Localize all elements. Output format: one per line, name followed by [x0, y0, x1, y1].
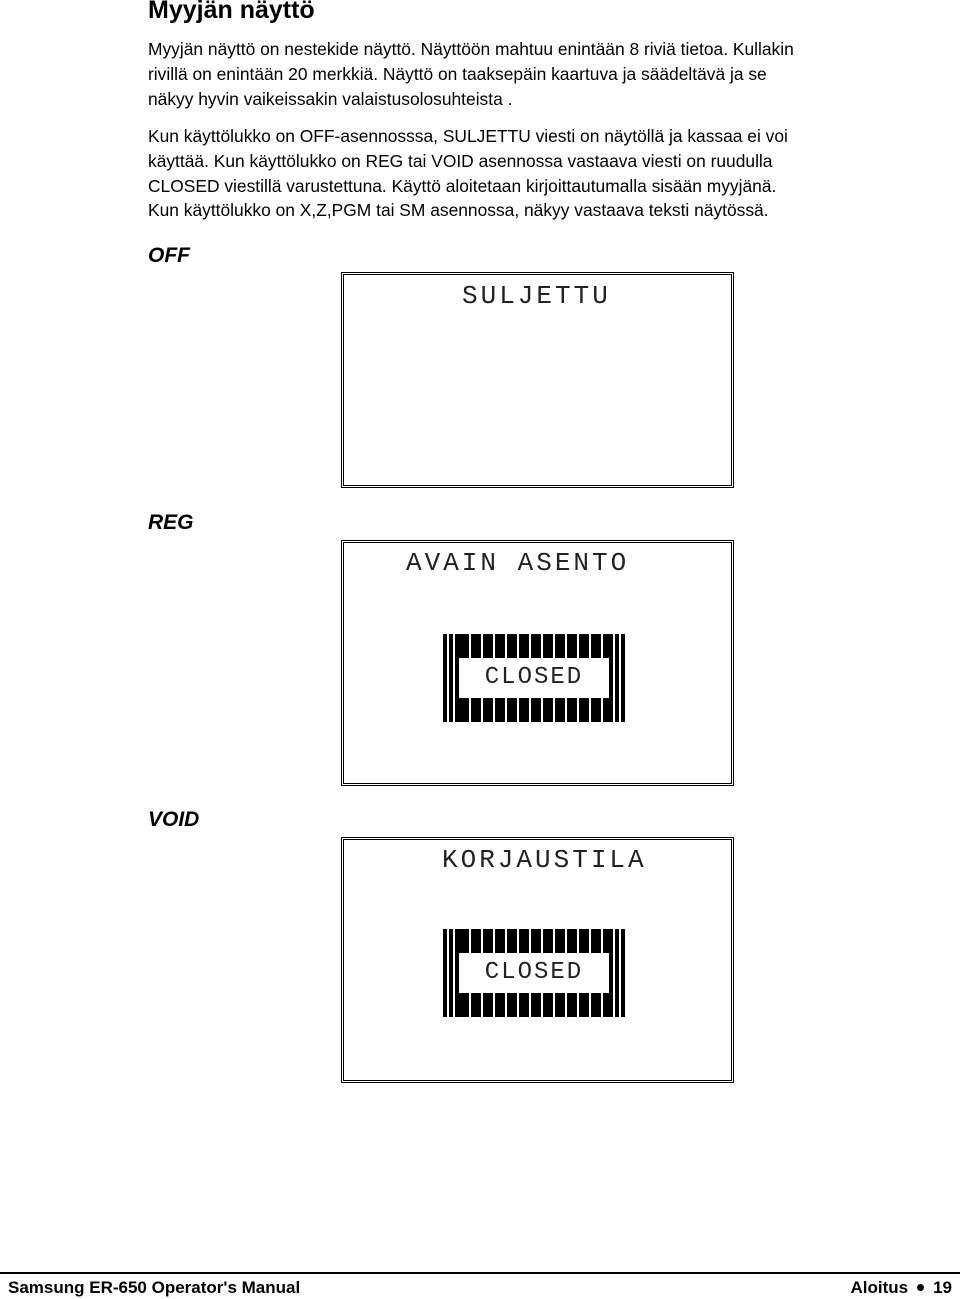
paragraph-line: Myyjän näyttö on nestekide näyttö. Näyttöön mahtuu enintään 8 riviä tietoa. Kullakin: [148, 39, 794, 59]
banner-bottom-bar: [459, 993, 609, 1017]
footer-section-page: [850, 1278, 952, 1298]
reg-display-screen: [341, 540, 734, 786]
keylock-paragraph: [148, 124, 788, 223]
banner-top-bar: [459, 929, 609, 953]
reg-closed-banner: [443, 634, 625, 722]
reg-position-label: REG: [148, 511, 194, 534]
banner-left-stripes: [443, 634, 459, 722]
paragraph-line: CLOSED viestillä varustettuna. Käyttö aloitetaan kirjoittautumalla sisään myyjänä.: [148, 175, 777, 196]
off-screen-text: SULJETTU: [462, 281, 611, 311]
void-position-label: VOID: [148, 808, 200, 831]
void-closed-banner: [443, 929, 625, 1017]
void-closed-text: CLOSED: [459, 953, 609, 993]
off-position-label: OFF: [148, 244, 190, 267]
banner-bottom-bar: [459, 698, 609, 722]
reg-closed-text: CLOSED: [459, 658, 609, 698]
reg-screen-text: AVAIN ASENTO: [406, 548, 630, 578]
page-heading: Myyjän näyttö: [148, 0, 315, 24]
void-display-screen: [341, 837, 734, 1083]
bullet-icon: [917, 1284, 924, 1291]
banner-right-stripes: [609, 929, 625, 1017]
paragraph-line: Kun käyttölukko on X,Z,PGM tai SM asennossa, näkyy vastaava teksti näytössä.: [148, 200, 769, 221]
section-name: Aloitus: [850, 1278, 909, 1297]
banner-top-bar: [459, 634, 609, 658]
paragraph-line: käyttää. Kun käyttölukko on REG tai VOID asennossa vastaava viesti on ruudulla: [148, 150, 773, 171]
off-display-screen: [341, 272, 734, 488]
paragraph-line: rivillä on enintään 20 merkkiä. Näyttö on taaksepäin kaartuva ja säädeltävä ja se: [148, 63, 767, 84]
void-screen-text: KORJAUSTILA: [442, 845, 647, 875]
banner-right-stripes: [609, 634, 625, 722]
manual-title: Samsung ER-650 Operator's Manual: [8, 1278, 301, 1297]
intro-paragraph: [148, 37, 794, 111]
page-number: 19: [933, 1278, 952, 1297]
footer-divider: [0, 1272, 960, 1274]
paragraph-line: näkyy hyvin vaikeissakin valaistusolosuhteista .: [148, 88, 513, 109]
banner-left-stripes: [443, 929, 459, 1017]
paragraph-line: Kun käyttölukko on OFF-asennosssa, SULJETTU viesti on näytöllä ja kassaa ei voi: [148, 126, 788, 146]
